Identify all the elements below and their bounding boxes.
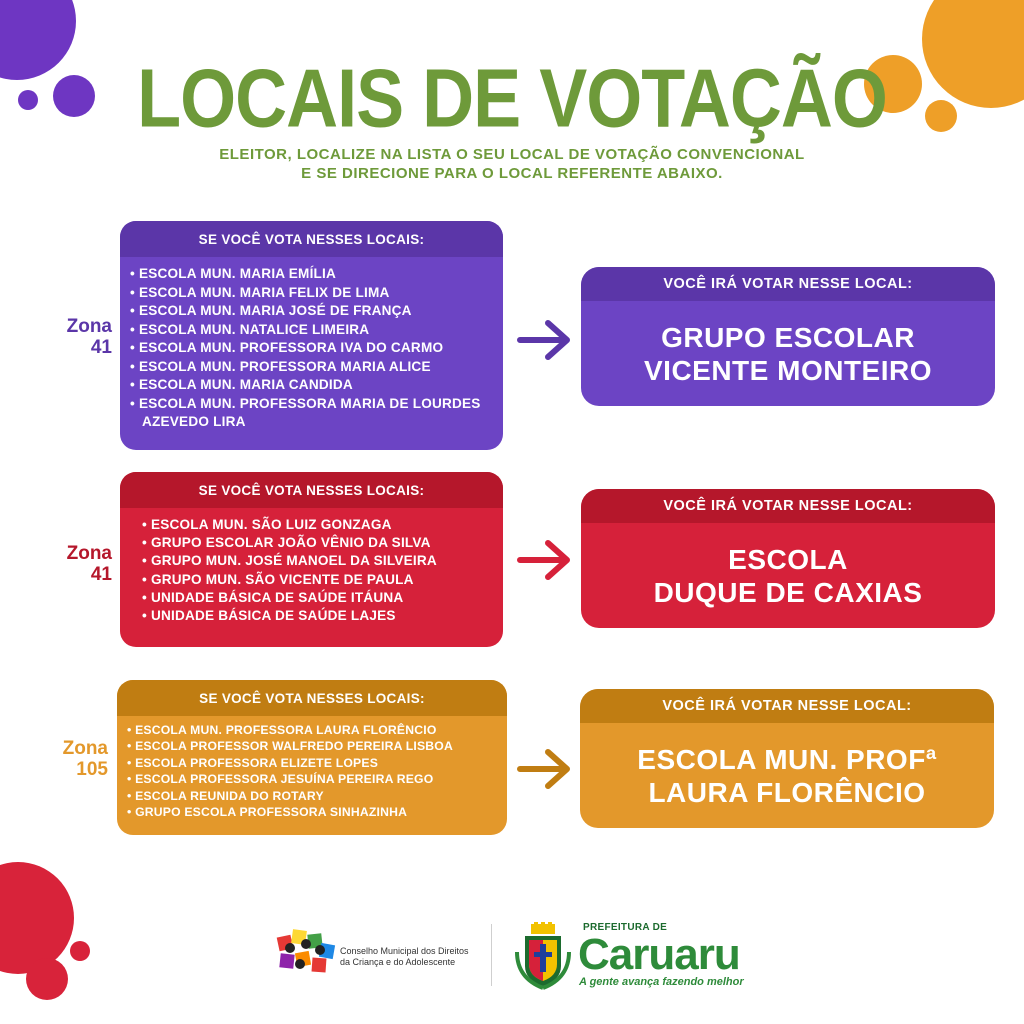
source-heading: SE VOCÊ VOTA NESSES LOCAIS:: [117, 680, 507, 716]
subtitle-line-1: ELEITOR, LOCALIZE NA LISTA O SEU LOCAL DE VOTAÇÃO CONVENCIONAL: [219, 146, 805, 163]
arrow-right-icon: [516, 747, 574, 791]
source-locations-box-2: [120, 472, 503, 647]
council-name-line-1: Conselho Municipal dos Direitos: [340, 946, 469, 956]
destination-box-3: [580, 689, 994, 828]
zone-number: 105: [76, 759, 108, 780]
destination-box-1: [581, 267, 995, 406]
list-item: • ESCOLA MUN. MARIA JOSÉ DE FRANÇA: [120, 302, 503, 321]
list-item: • ESCOLA MUN. PROFESSORA IVA DO CARMO: [120, 339, 503, 358]
list-item: • UNIDADE BÁSICA DE SAÚDE ITÁUNA: [132, 589, 503, 607]
zone-label-3: [40, 738, 108, 780]
list-item: • ESCOLA MUN. SÃO LUIZ GONZAGA: [132, 516, 503, 534]
zone-word: Zona: [66, 316, 112, 337]
list-item: • GRUPO MUN. JOSÉ MANOEL DA SILVEIRA: [132, 552, 503, 570]
source-locations-box-1: [120, 221, 503, 450]
list-item: • GRUPO ESCOLA PROFESSORA SINHAZINHA: [117, 804, 507, 820]
arrow-right-icon: [516, 538, 574, 582]
destination-line-2: LAURA FLORÊNCIO: [648, 776, 926, 808]
zone-word: Zona: [66, 543, 112, 564]
list-item: • ESCOLA MUN. MARIA EMÍLIA: [120, 265, 503, 284]
destination-line-1: GRUPO ESCOLAR: [661, 321, 915, 353]
destination-heading: VOCÊ IRÁ VOTAR NESSE LOCAL:: [581, 267, 995, 301]
list-item: • GRUPO ESCOLAR JOÃO VÊNIO DA SILVA: [132, 534, 503, 552]
zone-label-1: [50, 316, 112, 358]
zone-number: 41: [90, 337, 112, 358]
arrow-right-icon: [516, 318, 574, 362]
council-name-line-2: da Criança e do Adolescente: [340, 957, 456, 967]
destination-line-1: ESCOLA: [728, 543, 848, 575]
page-title: LOCAIS DE VOTAÇÃO: [137, 53, 887, 146]
source-list: [120, 508, 503, 625]
source-list: [117, 716, 507, 820]
prefeitura-label: PREFEITURA DE: [583, 922, 668, 933]
list-item: • ESCOLA MUN. PROFESSORA LAURA FLORÊNCIO: [117, 722, 507, 738]
list-item: • ESCOLA MUN. PROFESSORA MARIA ALICE: [120, 358, 503, 377]
zone-label-2: [50, 543, 112, 585]
prefeitura-name: Caruaru: [578, 930, 740, 979]
list-item: • ESCOLA PROFESSORA ELIZETE LOPES: [117, 755, 507, 771]
decor-dot-red-small: [70, 941, 90, 961]
destination-box-2: [581, 489, 995, 628]
council-name: [340, 946, 490, 968]
destination-name: [581, 523, 995, 628]
source-locations-box-3: [117, 680, 507, 835]
decor-dot-red-large: [0, 862, 74, 974]
destination-heading: VOCÊ IRÁ VOTAR NESSE LOCAL:: [580, 689, 994, 723]
caruaru-coat-of-arms-icon: [515, 922, 571, 992]
source-heading: SE VOCÊ VOTA NESSES LOCAIS:: [120, 472, 503, 508]
list-item: • GRUPO MUN. SÃO VICENTE DE PAULA: [132, 571, 503, 589]
footer-divider: [491, 924, 492, 986]
prefeitura-slogan: A gente avança fazendo melhor: [579, 976, 744, 988]
zone-number: 41: [90, 564, 112, 585]
destination-name: [581, 301, 995, 406]
list-item: • ESCOLA MUN. PROFESSORA MARIA DE LOURDES AZEVEDO LIRA: [120, 395, 503, 432]
destination-line-2: DUQUE DE CAXIAS: [653, 576, 923, 608]
destination-line-2: VICENTE MONTEIRO: [643, 354, 932, 386]
list-item: • ESCOLA MUN. NATALICE LIMEIRA: [120, 321, 503, 340]
destination-name: [580, 723, 994, 828]
subtitle-line-2: E SE DIRECIONE PARA O LOCAL REFERENTE ABAIXO.: [301, 165, 723, 182]
decor-dot-red-medium: [26, 958, 68, 1000]
list-item: • ESCOLA REUNIDA DO ROTARY: [117, 788, 507, 804]
destination-heading: VOCÊ IRÁ VOTAR NESSE LOCAL:: [581, 489, 995, 523]
zone-word: Zona: [62, 738, 108, 759]
source-list: [120, 257, 503, 432]
destination-line-1: ESCOLA MUN. PROFª: [637, 743, 937, 775]
list-item: • UNIDADE BÁSICA DE SAÚDE LAJES: [132, 607, 503, 625]
list-item: • ESCOLA PROFESSORA JESUÍNA PEREIRA REGO: [117, 771, 507, 787]
list-item: • ESCOLA MUN. MARIA FELIX DE LIMA: [120, 284, 503, 303]
list-item: • ESCOLA PROFESSOR WALFREDO PEREIRA LISBOA: [117, 738, 507, 754]
page-subtitle: [0, 145, 1024, 183]
children-council-logo-icon: [276, 928, 338, 980]
list-item: • ESCOLA MUN. MARIA CANDIDA: [120, 376, 503, 395]
source-heading: SE VOCÊ VOTA NESSES LOCAIS:: [120, 221, 503, 257]
